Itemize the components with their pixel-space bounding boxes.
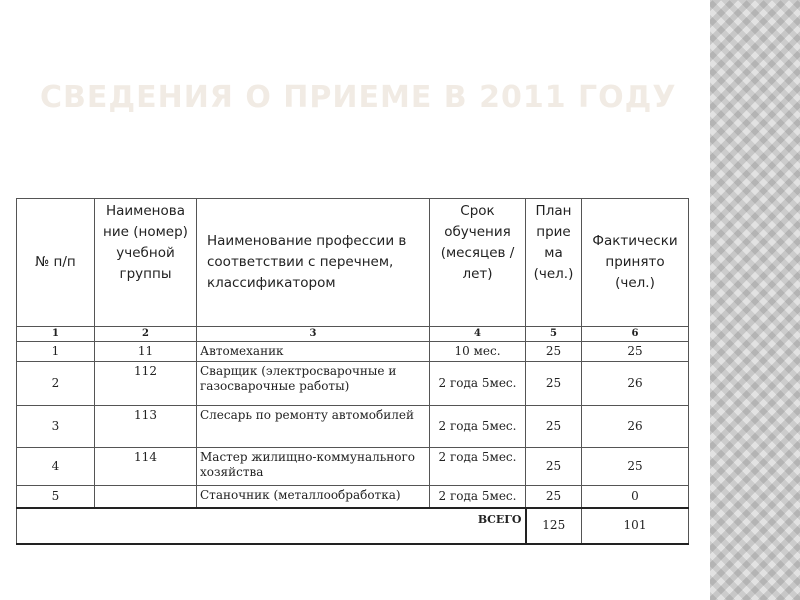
- total-actual: 101: [582, 508, 689, 544]
- cell-num: 1: [17, 342, 95, 362]
- header-profession: Наименование профессии в соответствии с перечнем, классификатором: [197, 199, 430, 327]
- cell-term: 2 года 5мес.: [430, 362, 526, 406]
- decorative-sidebar: [710, 0, 800, 600]
- cell-plan: 25: [526, 362, 582, 406]
- cell-profession: Мастер жилищно-коммунального хозяйства: [197, 448, 430, 486]
- table-row: [17, 406, 689, 448]
- cell-group: 112: [95, 362, 197, 406]
- admission-table: [16, 198, 689, 545]
- column-numbers-row: [17, 327, 689, 342]
- table-row: [17, 448, 689, 486]
- cell-term: 2 года 5мес.: [430, 448, 526, 486]
- total-label: ВСЕГО: [17, 508, 526, 544]
- total-row: [17, 508, 689, 544]
- cell-group: 11: [95, 342, 197, 362]
- header-actual: Фактически принято (чел.): [582, 199, 689, 327]
- cell-profession: Слесарь по ремонту автомобилей: [197, 406, 430, 448]
- column-number: 3: [197, 327, 430, 342]
- cell-profession: Автомеханик: [197, 342, 430, 362]
- column-number: 4: [430, 327, 526, 342]
- slide-title: СВЕДЕНИЯ О ПРИЕМЕ В 2011 ГОДУ: [40, 80, 677, 115]
- cell-actual: 0: [582, 486, 689, 508]
- cell-group: 113: [95, 406, 197, 448]
- total-plan: 125: [526, 508, 582, 544]
- cell-group: 114: [95, 448, 197, 486]
- cell-profession: Сварщик (электросварочные и газосварочные работы): [197, 362, 430, 406]
- column-number: 2: [95, 327, 197, 342]
- header-num: № п/п: [17, 199, 95, 327]
- cell-plan: 25: [526, 448, 582, 486]
- cell-actual: 26: [582, 362, 689, 406]
- cell-num: 5: [17, 486, 95, 508]
- cell-num: 4: [17, 448, 95, 486]
- cell-actual: 25: [582, 342, 689, 362]
- header-plan: План прие ма (чел.): [526, 199, 582, 327]
- header-group: Наименова ние (номер) учебной группы: [95, 199, 197, 327]
- cell-term: 10 мес.: [430, 342, 526, 362]
- table-row: [17, 362, 689, 406]
- column-number: 6: [582, 327, 689, 342]
- table-row: [17, 342, 689, 362]
- cell-plan: 25: [526, 342, 582, 362]
- cell-term: 2 года 5мес.: [430, 406, 526, 448]
- column-number: 1: [17, 327, 95, 342]
- header-term: Срок обучения (месяцев /лет): [430, 199, 526, 327]
- cell-actual: 25: [582, 448, 689, 486]
- table-row: [17, 486, 689, 508]
- cell-actual: 26: [582, 406, 689, 448]
- cell-group: [95, 486, 197, 508]
- cell-plan: 25: [526, 406, 582, 448]
- cell-plan: 25: [526, 486, 582, 508]
- cell-num: 2: [17, 362, 95, 406]
- cell-num: 3: [17, 406, 95, 448]
- column-number: 5: [526, 327, 582, 342]
- header-row: [17, 199, 689, 327]
- cell-profession: Станочник (металлообработка): [197, 486, 430, 508]
- cell-term: 2 года 5мес.: [430, 486, 526, 508]
